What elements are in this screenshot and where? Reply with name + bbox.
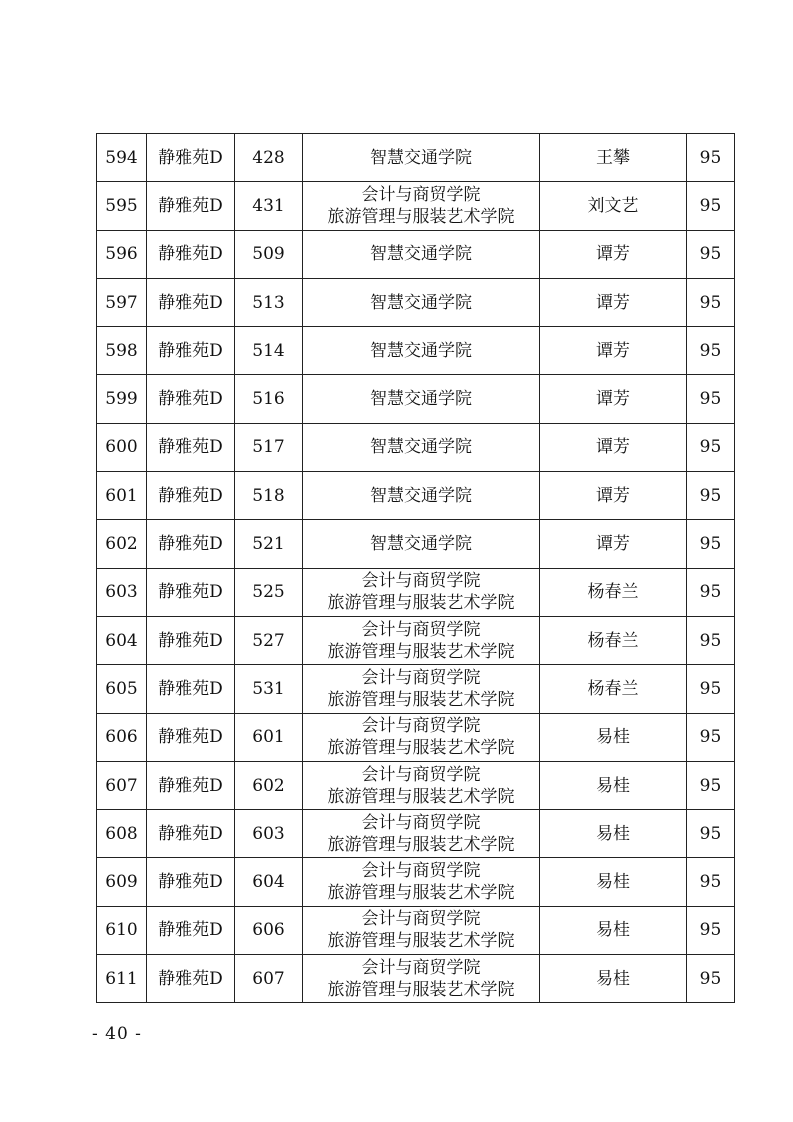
- college-name: 智慧交通学院: [370, 437, 472, 458]
- cell-room: 531: [235, 665, 303, 713]
- cell-manager: 易桂: [540, 858, 687, 906]
- table-row: [97, 906, 735, 954]
- cell-score: 95: [687, 327, 735, 375]
- cell-number: 600: [97, 423, 147, 471]
- table-body: [97, 134, 735, 1003]
- cell-score: 95: [687, 182, 735, 230]
- cell-room: 601: [235, 713, 303, 761]
- cell-number: 596: [97, 230, 147, 278]
- cell-score: 95: [687, 955, 735, 1003]
- college-name: 智慧交通学院: [370, 147, 472, 168]
- cell-manager: 易桂: [540, 810, 687, 858]
- college-name: 旅游管理与服装艺术学院: [327, 689, 515, 710]
- cell-college: [303, 182, 540, 230]
- cell-building: 静雅苑D: [147, 955, 235, 1003]
- cell-manager: 谭芳: [540, 375, 687, 423]
- cell-room: 527: [235, 616, 303, 664]
- table-row: [97, 520, 735, 568]
- cell-score: 95: [687, 906, 735, 954]
- college-name: 会计与商贸学院: [361, 909, 481, 930]
- table-row: [97, 327, 735, 375]
- college-name: 会计与商贸学院: [361, 571, 481, 592]
- cell-number: 598: [97, 327, 147, 375]
- cell-number: 606: [97, 713, 147, 761]
- cell-college: [303, 520, 540, 568]
- college-name: 会计与商贸学院: [361, 957, 481, 978]
- cell-college: [303, 327, 540, 375]
- cell-manager: 谭芳: [540, 423, 687, 471]
- cell-room: 603: [235, 810, 303, 858]
- table-row: [97, 568, 735, 616]
- cell-score: 95: [687, 810, 735, 858]
- cell-score: 95: [687, 616, 735, 664]
- cell-college: [303, 568, 540, 616]
- cell-number: 594: [97, 134, 147, 182]
- cell-number: 607: [97, 761, 147, 809]
- cell-manager: 易桂: [540, 713, 687, 761]
- college-name: 会计与商贸学院: [361, 184, 481, 205]
- cell-building: 静雅苑D: [147, 761, 235, 809]
- cell-college: [303, 906, 540, 954]
- table-row: [97, 616, 735, 664]
- college-name: 会计与商贸学院: [361, 861, 481, 882]
- cell-room: 509: [235, 230, 303, 278]
- cell-building: 静雅苑D: [147, 616, 235, 664]
- cell-number: 611: [97, 955, 147, 1003]
- college-name: 智慧交通学院: [370, 292, 472, 313]
- cell-college: [303, 134, 540, 182]
- cell-score: 95: [687, 134, 735, 182]
- college-name: 旅游管理与服装艺术学院: [327, 786, 515, 807]
- cell-number: 603: [97, 568, 147, 616]
- cell-college: [303, 375, 540, 423]
- cell-score: 95: [687, 230, 735, 278]
- college-name: 智慧交通学院: [370, 485, 472, 506]
- cell-manager: 刘文艺: [540, 182, 687, 230]
- cell-manager: 王攀: [540, 134, 687, 182]
- cell-college: [303, 423, 540, 471]
- cell-number: 602: [97, 520, 147, 568]
- cell-score: 95: [687, 858, 735, 906]
- cell-score: 95: [687, 472, 735, 520]
- college-name: 智慧交通学院: [370, 389, 472, 410]
- table-row: [97, 955, 735, 1003]
- dorm-inspection-table: [96, 133, 735, 1003]
- table-row: [97, 230, 735, 278]
- table-row: [97, 375, 735, 423]
- cell-building: 静雅苑D: [147, 520, 235, 568]
- cell-building: 静雅苑D: [147, 182, 235, 230]
- cell-building: 静雅苑D: [147, 858, 235, 906]
- cell-building: 静雅苑D: [147, 375, 235, 423]
- cell-score: 95: [687, 761, 735, 809]
- college-name: 智慧交通学院: [370, 534, 472, 555]
- cell-building: 静雅苑D: [147, 472, 235, 520]
- cell-building: 静雅苑D: [147, 810, 235, 858]
- cell-college: [303, 858, 540, 906]
- college-name: 会计与商贸学院: [361, 812, 481, 833]
- cell-room: 513: [235, 278, 303, 326]
- cell-manager: 谭芳: [540, 327, 687, 375]
- cell-college: [303, 230, 540, 278]
- cell-score: 95: [687, 665, 735, 713]
- college-name: 旅游管理与服装艺术学院: [327, 641, 515, 662]
- cell-manager: 谭芳: [540, 230, 687, 278]
- cell-room: 607: [235, 955, 303, 1003]
- cell-room: 604: [235, 858, 303, 906]
- college-name: 旅游管理与服装艺术学院: [327, 931, 515, 952]
- cell-score: 95: [687, 375, 735, 423]
- cell-number: 609: [97, 858, 147, 906]
- table-row: [97, 423, 735, 471]
- college-name: 会计与商贸学院: [361, 764, 481, 785]
- cell-number: 604: [97, 616, 147, 664]
- cell-building: 静雅苑D: [147, 278, 235, 326]
- cell-college: [303, 616, 540, 664]
- cell-number: 599: [97, 375, 147, 423]
- cell-building: 静雅苑D: [147, 906, 235, 954]
- cell-building: 静雅苑D: [147, 327, 235, 375]
- cell-room: 517: [235, 423, 303, 471]
- cell-college: [303, 955, 540, 1003]
- cell-college: [303, 472, 540, 520]
- page-number: - 40 -: [92, 1024, 142, 1044]
- cell-manager: 谭芳: [540, 520, 687, 568]
- table-row: [97, 761, 735, 809]
- cell-manager: 杨春兰: [540, 568, 687, 616]
- college-name: 会计与商贸学院: [361, 716, 481, 737]
- cell-room: 606: [235, 906, 303, 954]
- cell-number: 597: [97, 278, 147, 326]
- cell-college: [303, 761, 540, 809]
- college-name: 旅游管理与服装艺术学院: [327, 883, 515, 904]
- college-name: 旅游管理与服装艺术学院: [327, 593, 515, 614]
- table-row: [97, 858, 735, 906]
- cell-room: 431: [235, 182, 303, 230]
- cell-room: 521: [235, 520, 303, 568]
- cell-manager: 谭芳: [540, 472, 687, 520]
- table-row: [97, 182, 735, 230]
- college-name: 会计与商贸学院: [361, 667, 481, 688]
- cell-number: 595: [97, 182, 147, 230]
- cell-manager: 谭芳: [540, 278, 687, 326]
- college-name: 旅游管理与服装艺术学院: [327, 979, 515, 1000]
- cell-number: 608: [97, 810, 147, 858]
- cell-manager: 杨春兰: [540, 665, 687, 713]
- cell-score: 95: [687, 713, 735, 761]
- cell-number: 605: [97, 665, 147, 713]
- cell-building: 静雅苑D: [147, 568, 235, 616]
- cell-college: [303, 713, 540, 761]
- cell-room: 428: [235, 134, 303, 182]
- cell-building: 静雅苑D: [147, 230, 235, 278]
- cell-number: 601: [97, 472, 147, 520]
- college-name: 旅游管理与服装艺术学院: [327, 738, 515, 759]
- cell-room: 602: [235, 761, 303, 809]
- cell-score: 95: [687, 520, 735, 568]
- cell-room: 514: [235, 327, 303, 375]
- cell-building: 静雅苑D: [147, 423, 235, 471]
- cell-manager: 杨春兰: [540, 616, 687, 664]
- college-name: 旅游管理与服装艺术学院: [327, 206, 515, 227]
- table-row: [97, 134, 735, 182]
- table-row: [97, 713, 735, 761]
- cell-college: [303, 278, 540, 326]
- cell-room: 516: [235, 375, 303, 423]
- cell-building: 静雅苑D: [147, 713, 235, 761]
- cell-building: 静雅苑D: [147, 134, 235, 182]
- table-row: [97, 472, 735, 520]
- cell-manager: 易桂: [540, 906, 687, 954]
- table-row: [97, 810, 735, 858]
- cell-college: [303, 810, 540, 858]
- cell-score: 95: [687, 278, 735, 326]
- table-row: [97, 278, 735, 326]
- cell-manager: 易桂: [540, 761, 687, 809]
- cell-score: 95: [687, 423, 735, 471]
- table-row: [97, 665, 735, 713]
- college-name: 会计与商贸学院: [361, 619, 481, 640]
- college-name: 智慧交通学院: [370, 340, 472, 361]
- cell-number: 610: [97, 906, 147, 954]
- college-name: 智慧交通学院: [370, 244, 472, 265]
- cell-manager: 易桂: [540, 955, 687, 1003]
- cell-building: 静雅苑D: [147, 665, 235, 713]
- cell-room: 525: [235, 568, 303, 616]
- college-name: 旅游管理与服装艺术学院: [327, 834, 515, 855]
- cell-college: [303, 665, 540, 713]
- cell-room: 518: [235, 472, 303, 520]
- cell-score: 95: [687, 568, 735, 616]
